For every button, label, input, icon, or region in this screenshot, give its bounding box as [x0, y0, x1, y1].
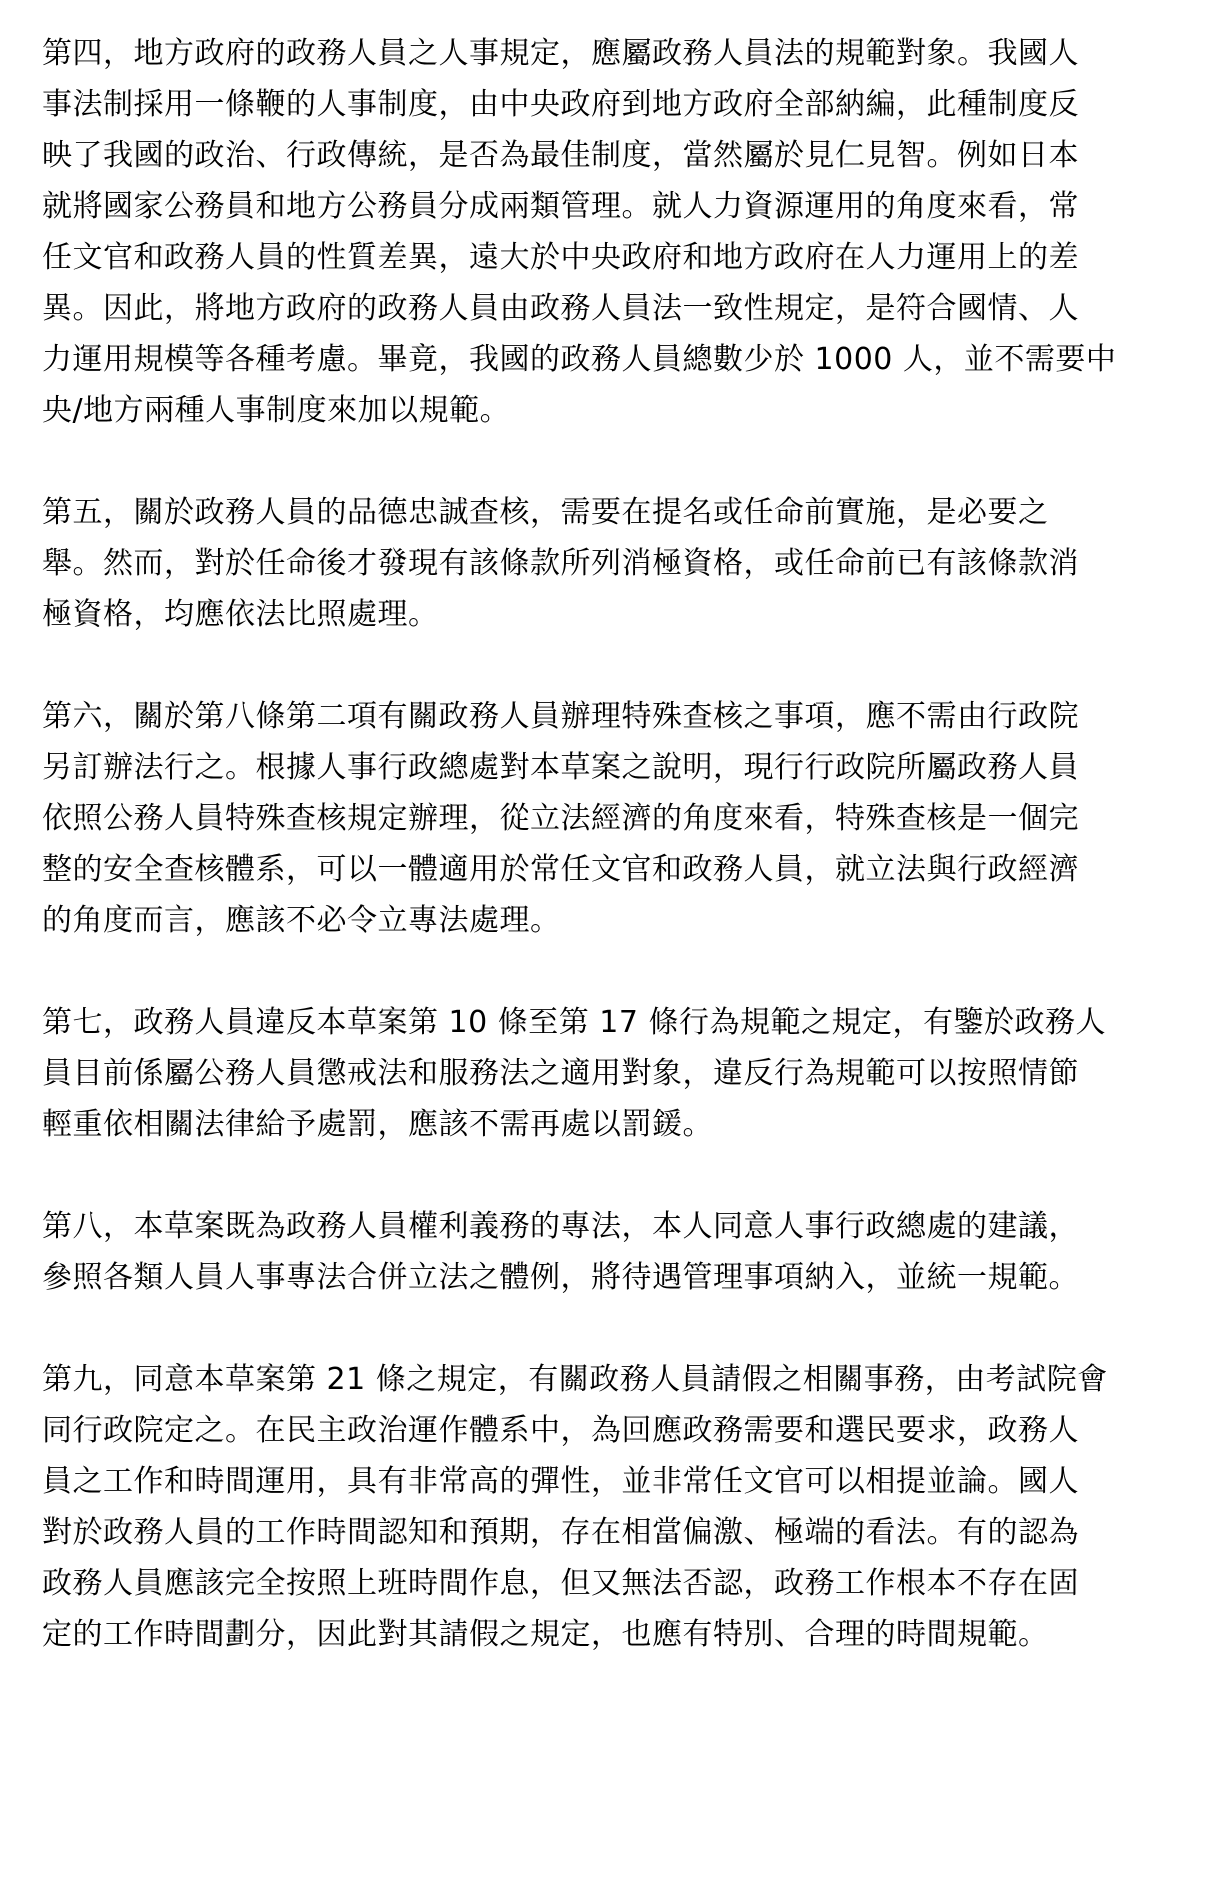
text-line: 另訂辦法行之。根據人事行政總處對本草案之說明，現行行政院所屬政務人員 — [42, 750, 1079, 785]
text-line: 員目前係屬公務人員懲戒法和服務法之適用對象，違反行為規範可以按照情節 — [42, 1056, 1079, 1091]
text-line: 同行政院定之。在民主政治運作體系中，為回應政務需要和選民要求，政務人 — [42, 1413, 1079, 1448]
text-line: 第八，本草案既為政務人員權利義務的專法，本人同意人事行政總處的建議， — [42, 1209, 1079, 1244]
paragraph-seventh — [42, 997, 1192, 1150]
text-line: 第四，地方政府的政務人員之人事規定，應屬政務人員法的規範對象。我國人 — [42, 36, 1079, 71]
text-line: 舉。然而，對於任命後才發現有該條款所列消極資格，或任命前已有該條款消 — [42, 546, 1079, 581]
text-line: 第七，政務人員違反本草案第 10 條至第 17 條行為規範之規定，有鑒於政務人 — [42, 1005, 1106, 1040]
text-line: 參照各類人員人事專法合併立法之體例，將待遇管理事項納入，並統一規範。 — [42, 1260, 1079, 1295]
text-line: 第六，關於第八條第二項有關政務人員辦理特殊查核之事項，應不需由行政院 — [42, 699, 1079, 734]
text-line: 就將國家公務員和地方公務員分成兩類管理。就人力資源運用的角度來看，常 — [42, 189, 1079, 224]
paragraph-ninth — [42, 1354, 1192, 1660]
text-line: 極資格，均應依法比照處理。 — [42, 597, 439, 632]
paragraph-fourth — [42, 28, 1192, 436]
paragraph-fifth — [42, 487, 1192, 640]
paragraph-eighth — [42, 1201, 1192, 1303]
text-line: 異。因此，將地方政府的政務人員由政務人員法一致性規定，是符合國情、人 — [42, 291, 1079, 326]
text-line: 依照公務人員特殊查核規定辦理，從立法經濟的角度來看，特殊查核是一個完 — [42, 801, 1079, 836]
text-line: 對於政務人員的工作時間認知和預期，存在相當偏激、極端的看法。有的認為 — [42, 1515, 1079, 1550]
text-line: 第九，同意本草案第 21 條之規定，有關政務人員請假之相關事務，由考試院會 — [42, 1362, 1108, 1397]
text-line: 映了我國的政治、行政傳統，是否為最佳制度，當然屬於見仁見智。例如日本 — [42, 138, 1079, 173]
text-line: 央/地方兩種人事制度來加以規範。 — [42, 393, 511, 428]
text-line: 力運用規模等各種考慮。畢竟，我國的政務人員總數少於 1000 人，並不需要中 — [42, 342, 1117, 377]
text-line: 定的工作時間劃分，因此對其請假之規定，也應有特別、合理的時間規範。 — [42, 1617, 1049, 1652]
text-line: 整的安全查核體系，可以一體適用於常任文官和政務人員，就立法與行政經濟 — [42, 852, 1079, 887]
text-line: 事法制採用一條鞭的人事制度，由中央政府到地方政府全部納編，此種制度反 — [42, 87, 1079, 122]
paragraph-sixth — [42, 691, 1192, 946]
text-line: 政務人員應該完全按照上班時間作息，但又無法否認，政務工作根本不存在固 — [42, 1566, 1079, 1601]
document-page — [42, 28, 1192, 1711]
text-line: 任文官和政務人員的性質差異，遠大於中央政府和地方政府在人力運用上的差 — [42, 240, 1079, 275]
text-line: 員之工作和時間運用，具有非常高的彈性，並非常任文官可以相提並論。國人 — [42, 1464, 1079, 1499]
text-line: 的角度而言，應該不必令立專法處理。 — [42, 903, 561, 938]
text-line: 第五，關於政務人員的品德忠誠查核，需要在提名或任命前實施，是必要之 — [42, 495, 1049, 530]
text-line: 輕重依相關法律給予處罰，應該不需再處以罰鍰。 — [42, 1107, 713, 1142]
